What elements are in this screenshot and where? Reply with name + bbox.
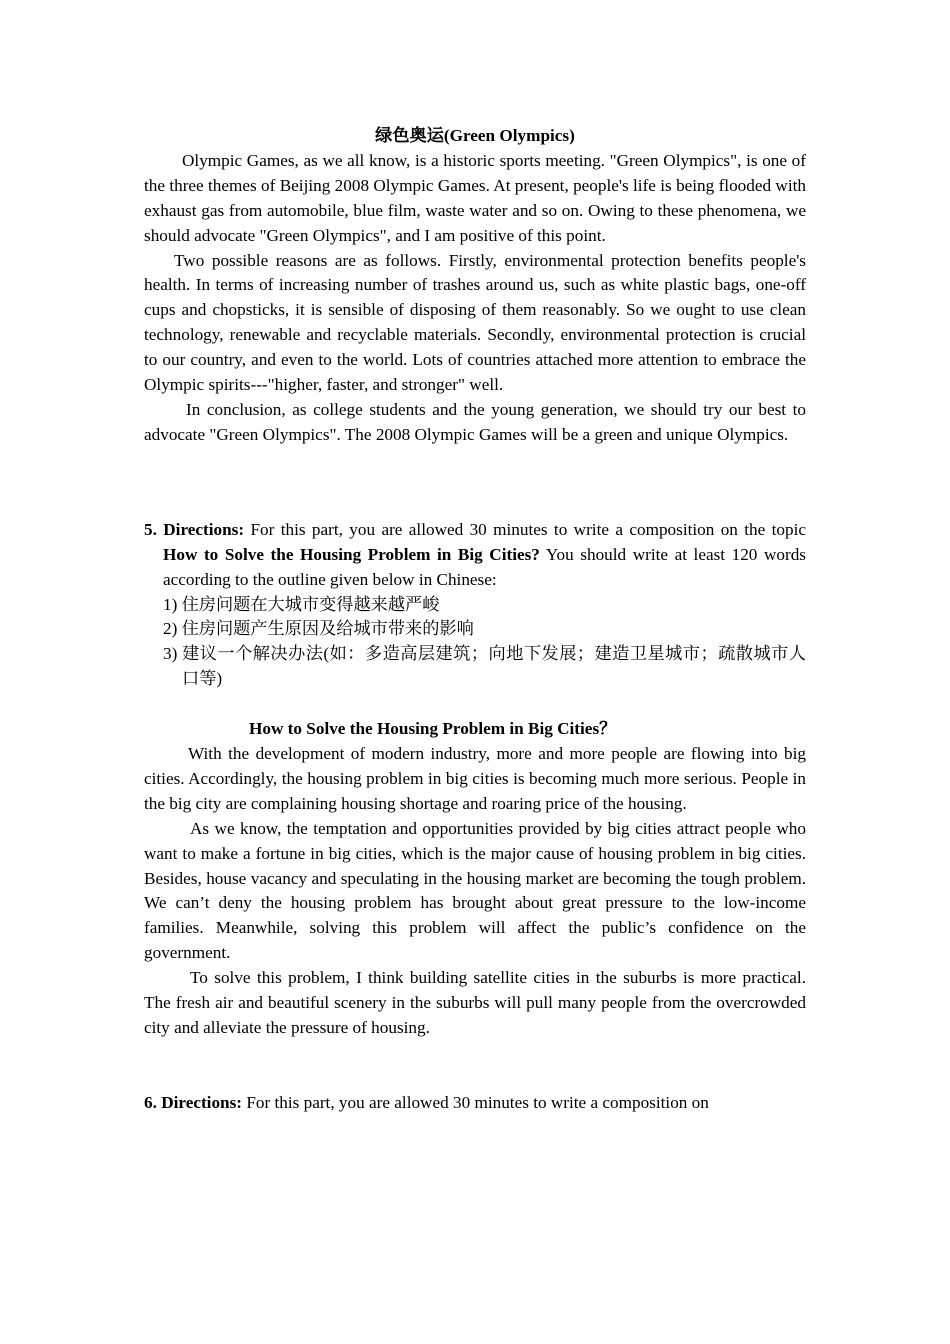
section-5-directions	[144, 518, 806, 593]
outline-item-1: 1) 住房问题在大城市变得越来越严峻	[163, 594, 440, 614]
essay-1-title: 绿色奥运(Green Olympics)	[375, 126, 575, 145]
section-6-directions	[144, 1091, 806, 1116]
essay-2-title: How to Solve the Housing Problem in Big Cities？	[249, 719, 617, 739]
section-spacer	[144, 448, 806, 518]
section-5-directions-text-1: For this part, you are allowed 30 minutes to write a composition on the topic	[244, 519, 806, 539]
section-spacer	[144, 1041, 806, 1091]
section-6-directions-text: For this part, you are allowed 30 minutes to write a composition on	[242, 1092, 709, 1112]
outline-item-2: 2) 住房问题产生原因及给城市带来的影响	[163, 619, 474, 639]
essay-2-paragraph-3: To solve this problem, I think building satellite cities in the suburbs is more practical. The fresh air and beautiful scenery in the suburbs will pull many people from the overcrowded city and alleviate the pressure of housing.	[144, 968, 806, 1037]
essay-2-paragraph-2: As we know, the temptation and opportunities provided by big cities attract people who want to make a fortune in big cities, which is the major cause of housing problem in big cities. Besides, house vacancy and speculating in the housing market are becoming the tough problem. We can’t deny the housing problem has brought about great pressure to the low-income families. Meanwhile, solving this problem will affect the public’s confidence on the government.	[144, 818, 806, 963]
essay-1-paragraph-2: Two possible reasons are as follows. Firstly, environmental protection benefits people's health. In terms of increasing number of trashes around us, such as white plastic bags, one-off cups and chopsticks, it is sensible of disposing of them reasonably. So we ought to use clean technology, renewable and recyclable materials. Secondly, environmental protection is crucial to our country, and even to the world. Lots of countries attached more attention to embrace the Olympic spirits---"higher, faster, and stronger" well.	[144, 250, 806, 395]
section-5-directions-label: Directions:	[163, 519, 245, 539]
document-page	[144, 124, 806, 1116]
section-5-number: 5.	[144, 519, 157, 539]
essay-1-paragraph-3: In conclusion, as college students and the young generation, we should try our best to advocate "Green Olympics". The 2008 Olympic Games will be a green and unique Olympics.	[144, 399, 806, 444]
section-spacer	[144, 692, 806, 717]
section-6-number: 6.	[144, 1092, 157, 1112]
essay-1-paragraph-1: Olympic Games, as we all know, is a historic sports meeting. "Green Olympics", is one of the three themes of Beijing 2008 Olympic Games. At present, people's life is being flooded with exhaust gas from automobile, blue film, waste water and so on. Owing to these phenomena, we should advocate "Green Olympics", and I am positive of this point.	[144, 150, 806, 245]
essay-2-paragraph-1: With the development of modern industry, more and more people are flowing into big cities. Accordingly, the housing problem in big cities is becoming much more serious. People in the big city are complaining housing shortage and roaring price of the housing.	[144, 744, 806, 813]
outline-item-3: 3) 建议一个解决办法(如：多造高层建筑；向地下发展；建造卫星城市；疏散城市人口等)	[163, 644, 806, 689]
section-6-directions-label: Directions:	[161, 1092, 243, 1112]
section-5-topic: How to Solve the Housing Problem in Big Cities?	[163, 544, 540, 564]
section-5-directions-text-2: You should write at least 120 words according to the outline given below in Chinese:	[163, 544, 806, 589]
